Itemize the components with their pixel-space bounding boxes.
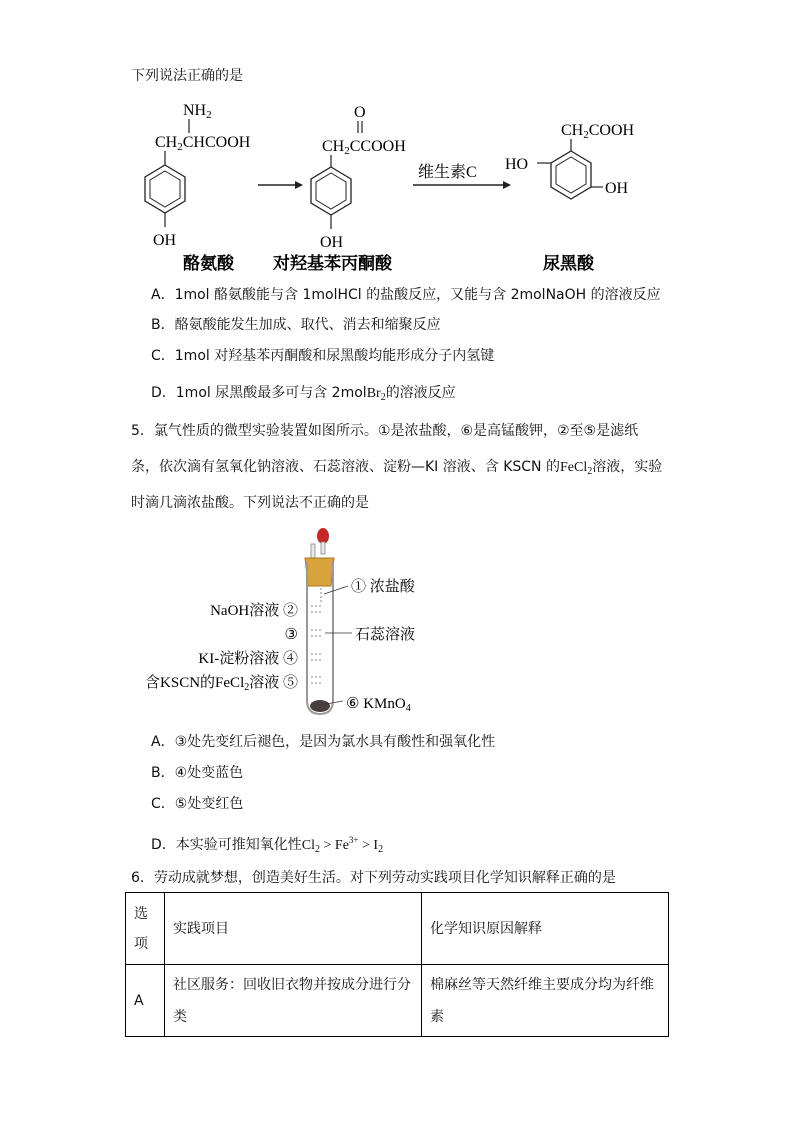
label-4-ki-starch: KI-淀粉溶液 ④ [198,651,298,667]
header-option: 选项 [126,893,165,965]
q4-option-d: D．1mol 尿黑酸最多可与含 2molBr$_2$的溶液反应 [151,385,456,403]
label-5-fecl2: 含KSCN的FeCl$_2$溶液 ⑤ [145,675,298,693]
q5-option-b: B．④处变蓝色 [151,765,244,781]
table-row [126,965,669,1037]
label-2-naoh: NaOH溶液 ② [210,603,298,619]
label-6-kmno4: ⑥ KMnO$_4$ [346,696,411,714]
label-3: ③ [284,627,298,643]
tyrosine-nh2: NH2 [183,102,212,121]
tyrosine-oh: OH [153,232,177,249]
q5-stem-line-1: 5．氯气性质的微型实验装置如图所示。①是浓盐酸，⑥是高锰酸钾，②至⑤是滤纸 [131,423,639,439]
q4-option-c: C．1mol 对羟基苯丙酮酸和尿黑酸均能形成分子内氢键 [151,348,495,364]
row-project: 社区服务：回收旧衣物并按成分进行分类 [165,965,422,1037]
kmno4-solid [310,700,330,712]
row-explanation: 棉麻丝等天然纤维主要成分均为纤维素 [422,965,669,1037]
keto-chain: CH2CCOOH [322,138,406,157]
label-1-concentrated-hcl: ① 浓盐酸 [351,579,415,595]
keto-acid-structure [273,104,406,273]
q4-option-a: A．1mol 酪氨酸能与含 1molHCl 的盐酸反应，又能与含 2molNaOH 的溶液反应 [151,287,661,303]
row-option: A [126,965,165,1037]
keto-oxygen: O [354,104,366,121]
reaction-arrow-1 [258,181,303,189]
header-explanation: 化学知识原因解释 [422,893,669,965]
reaction-scheme [125,95,665,275]
q4-option-b: B．酪氨酸能发生加成、取代、消去和缩聚反应 [151,317,441,333]
stopper [305,558,334,586]
q6-stem: 6．劳动成就梦想，创造美好生活。对下列劳动实践项目化学知识解释正确的是 [131,870,616,886]
question-intro: 下列说法正确的是 [131,68,243,84]
homogentisic-structure [505,122,635,273]
label-3-litmus: 石蕊溶液 [355,627,416,643]
reagent-label: 维生素C [418,164,477,181]
tyrosine-name: 酪氨酸 [183,254,234,273]
q6-table [125,892,669,1037]
q5-option-a: A．③处先变红后褪色，是因为氯水具有酸性和强氧化性 [151,734,496,750]
homogentisic-chain: CH2COOH [561,122,635,141]
apparatus-diagram [130,522,430,722]
q5-stem-line-3: 时滴几滴浓盐酸。下列说法不正确的是 [131,495,369,511]
dropper-icon [311,528,329,562]
table-header-row [126,893,669,965]
keto-oh: OH [320,234,344,251]
filter-paper-strips [311,588,322,683]
reaction-arrow-2 [413,163,511,189]
homogentisic-name: 尿黑酸 [543,254,594,273]
q5-option-c: C．⑤处变红色 [151,796,244,812]
homogentisic-ho: HO [505,156,529,173]
q5-stem-line-2: 条，依次滴有氢氧化钠溶液、石蕊溶液、淀粉—KI 溶液、含 KSCN 的FeCl$_2$溶液，实验 [131,459,663,477]
tyrosine-chain: CH2CHCOOH [155,134,251,153]
header-project: 实践项目 [165,893,422,965]
q5-option-d: D．本实验可推知氧化性$Cl_2 > Fe^{3+} > I_2$ [151,835,384,855]
keto-name: 对羟基苯丙酮酸 [273,254,392,273]
homogentisic-oh: OH [605,180,629,197]
tyrosine-structure [145,102,251,273]
